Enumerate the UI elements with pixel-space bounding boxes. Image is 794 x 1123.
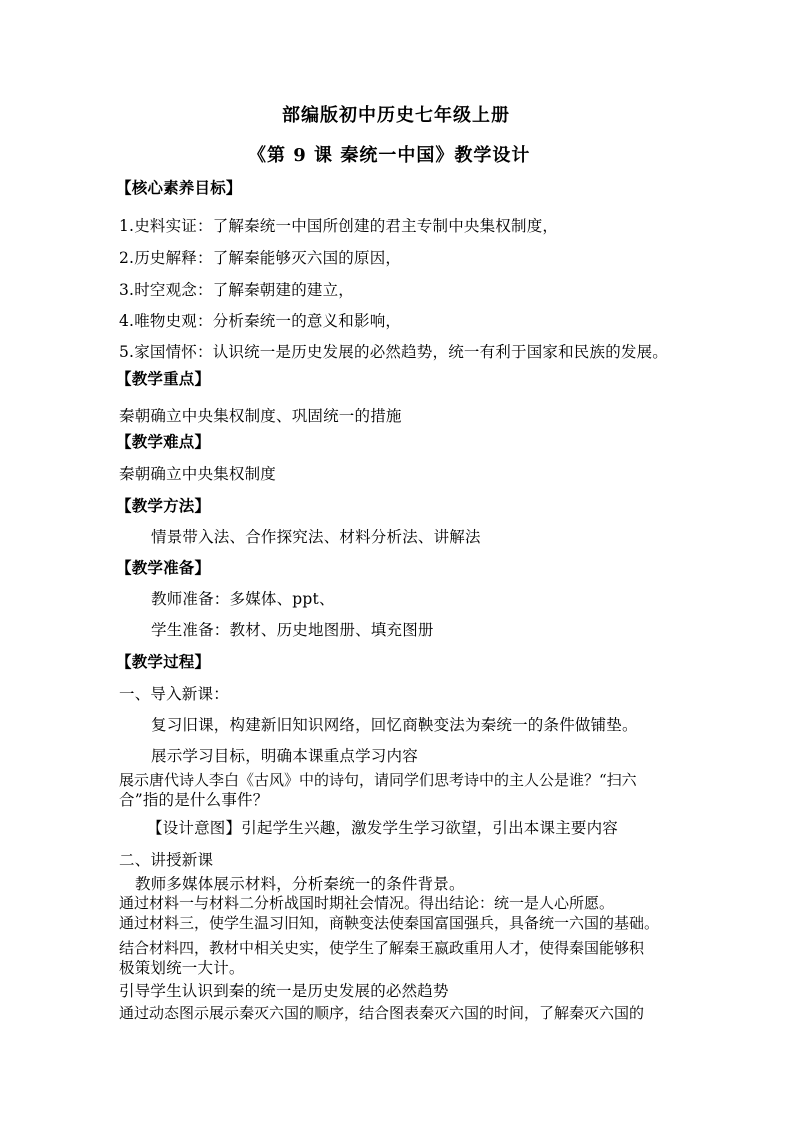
heading-key-point: 【教学重点】 xyxy=(116,369,211,388)
process-line: 复习旧课，构建新旧知识网络，回忆商鞅变法为秦统一的条件做铺垫。 xyxy=(151,716,638,734)
document-title-1: 部编版初中历史七年级上册 xyxy=(282,105,510,126)
difficulty-text: 秦朝确立中央集权制度 xyxy=(119,465,277,483)
design-intent: 【设计意图】引起学生兴趣，激发学生学习欲望，引出本课主要内容 xyxy=(147,819,619,837)
process-line: 教师多媒体展示材料，分析秦统一的条件背景。 xyxy=(135,875,465,893)
heading-preparation: 【教学准备】 xyxy=(116,558,211,577)
heading-difficulty: 【教学难点】 xyxy=(116,432,211,451)
goal-item: 1.史料实证：了解秦统一中国所创建的君主专制中央集权制度， xyxy=(119,217,559,235)
goal-item: 2.历史解释：了解秦能够灭六国的原因， xyxy=(119,249,402,267)
poem-question-line: 展示唐代诗人李白《古风》中的诗句，请同学们思考诗中的主人公是谁？“扫六 xyxy=(119,771,637,789)
methods-text: 情景带入法、合作探究法、材料分析法、讲解法 xyxy=(151,528,481,546)
poem-question-line: 合”指的是什么事件？ xyxy=(119,791,269,809)
goal-item: 3.时空观念：了解秦朝建的建立， xyxy=(119,281,354,299)
goal-item: 4.唯物史观：分析秦统一的意义和影响， xyxy=(119,312,402,330)
process-part1-title: 一、导入新课： xyxy=(119,685,229,703)
goal-item: 5.家国情怀：认识统一是历史发展的必然趋势，统一有利于国家和民族的发展。 xyxy=(119,343,668,361)
key-point-text: 秦朝确立中央集权制度、巩固统一的措施 xyxy=(119,407,402,425)
process-line: 通过材料三，使学生温习旧知，商鞅变法使秦国富国强兵，具备统一六国的基础。 xyxy=(119,914,660,932)
process-line: 通过动态图示展示秦灭六国的顺序，结合图表秦灭六国的时间，了解秦灭六国的 xyxy=(119,1004,645,1022)
process-line: 通过材料一与材料二分析战国时期社会情况。得出结论：统一是人心所愿。 xyxy=(119,894,615,912)
teacher-preparation: 教师准备：多媒体、ppt、 xyxy=(151,590,335,608)
process-part2-title: 二、讲授新课 xyxy=(119,851,214,869)
student-preparation: 学生准备：教材、历史地图册、填充图册 xyxy=(151,621,434,639)
process-line: 展示学习目标，明确本课重点学习内容 xyxy=(151,747,418,765)
heading-methods: 【教学方法】 xyxy=(116,496,211,515)
heading-core-goals: 【核心素养目标】 xyxy=(116,178,242,197)
heading-process: 【教学过程】 xyxy=(116,652,211,671)
process-line: 结合材料四，教材中相关史实，使学生了解秦王嬴政重用人才，使得秦国能够积 xyxy=(119,939,645,957)
document-title-2: 《第 9 课 秦统一中国》教学设计 xyxy=(248,145,531,166)
process-line: 引导学生认识到秦的统一是历史发展的必然趋势 xyxy=(119,982,449,1000)
process-line: 极策划统一大计。 xyxy=(119,959,245,977)
